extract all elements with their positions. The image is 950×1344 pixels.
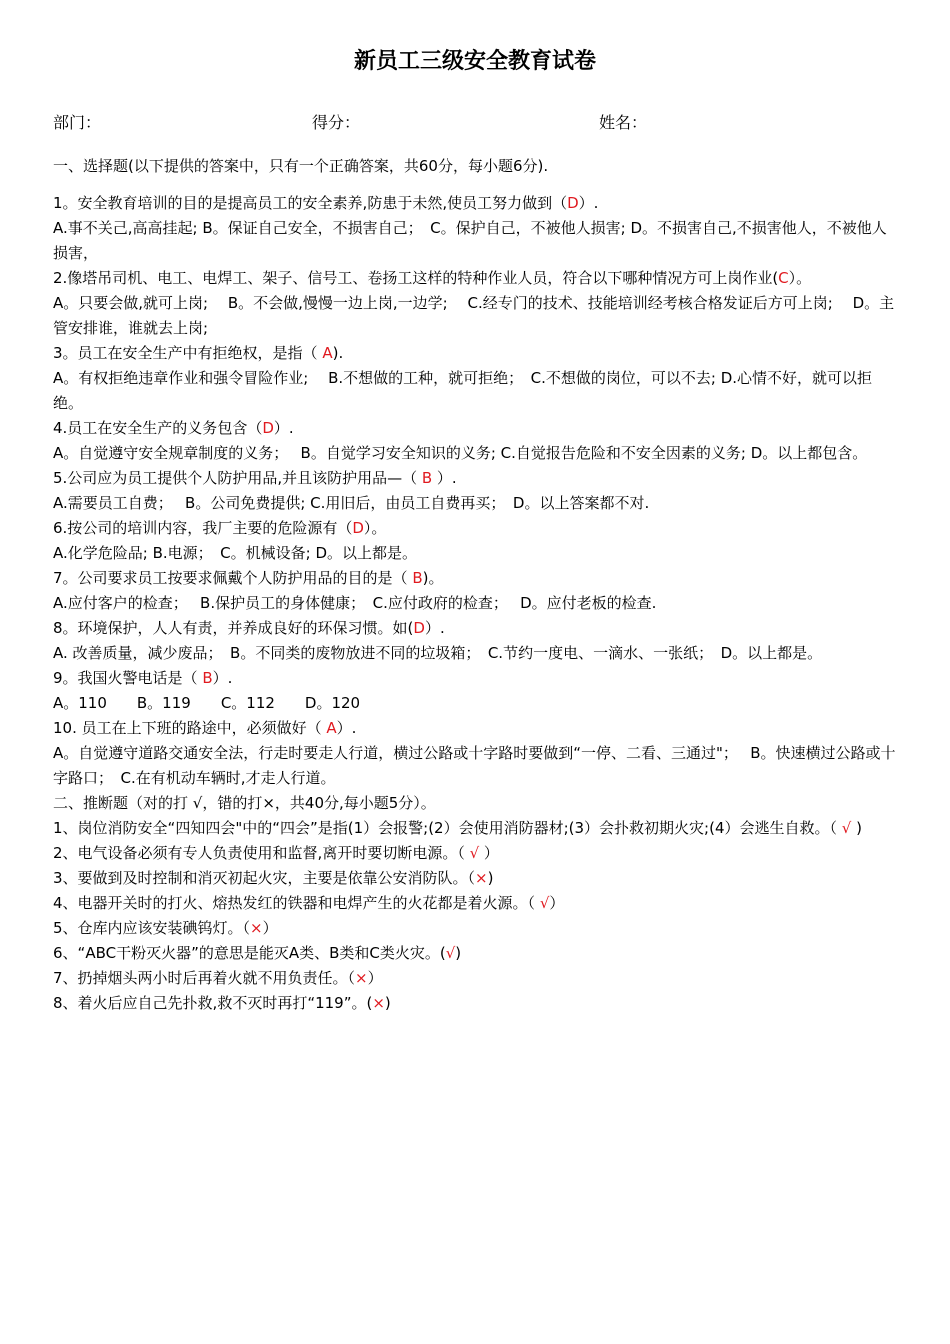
question-2 [53, 266, 897, 341]
question-stem: 10. 员工在上下班的路途中，必须做好（ A）. [53, 719, 357, 737]
question-options: A。自觉遵守道路交通安全法，行走时要走人行道，横过公路或十字路时要做到“一停、二看、三通过"； B。快速横过公路或十字路口； C.在有机动车辆时,才走人行道。 [53, 744, 896, 787]
answer-mark: A [322, 344, 333, 362]
judgement-item-4: 4、电器开关时的打火、熔热发红的铁器和电焊产生的火花都是着火源。（ √） [53, 894, 565, 912]
exam-title: 新员工三级安全教育试卷 [353, 49, 596, 74]
question-stem: 4.员工在安全生产的义务包含（D）. [53, 419, 294, 437]
judgement-item-6: 6、“ABC干粉灭火器”的意思是能灭A类、B类和C类火灾。(√) [53, 944, 462, 962]
question-options: A。自觉遵守安全规章制度的义务； B。自觉学习安全知识的义务; C.自觉报告危险和不安全因素的义务; D。以上都包含。 [53, 444, 868, 462]
question-options: A。只要会做,就可上岗; B。不会做,慢慢一边上岗,一边学; C.经专门的技术、技能培训经考核合格发证后方可上岗; D。主管安排谁，谁就去上岗; [53, 294, 895, 337]
question-6 [53, 516, 897, 566]
answer-mark: B [421, 469, 433, 487]
answer-mark: × [250, 919, 263, 937]
answer-mark: √ [539, 894, 550, 912]
answer-mark: √ [841, 819, 852, 837]
question-3 [53, 341, 897, 416]
section2-heading: 二、推断题（对的打 √，错的打×，共40分,每小题5分）。 [53, 794, 436, 812]
question-10 [53, 716, 897, 791]
answer-mark: B [202, 669, 213, 687]
dept-label: 部门： [53, 113, 102, 132]
section2-items [53, 816, 897, 1016]
question-stem: 2.像塔吊司机、电工、电焊工、架子、信号工、卷扬工这样的特种作业人员，符合以下哪种情况方可上岗作业(C）。 [53, 269, 812, 287]
question-stem: 9。我国火警电话是（ B）. [53, 669, 233, 687]
question-stem: 5.公司应为员工提供个人防护用品,并且该防护用品—（ B ）. [53, 469, 457, 487]
answer-mark: × [355, 969, 368, 987]
question-4 [53, 416, 897, 466]
section1-heading: 一、选择题(以下提供的答案中，只有一个正确答案，共60分，每小题6分). [53, 157, 549, 175]
answer-mark: D [352, 519, 364, 537]
answer-mark: × [475, 869, 488, 887]
judgement-item-8: 8、着火后应自己先扑救,救不灭时再打“119”。(×) [53, 994, 391, 1012]
answer-mark: C [778, 269, 789, 287]
answer-mark: A [326, 719, 337, 737]
question-9 [53, 666, 897, 716]
judgement-item-5: 5、仓库内应该安装碘钨灯。（×） [53, 919, 278, 937]
section1-questions [53, 191, 897, 791]
answer-mark: B [412, 569, 423, 587]
judgement-item-1: 1、岗位消防安全“四知四会"中的“四会”是指(1）会报警;(2）会使用消防器材;(3）会扑救初期火灾;(4）会逃生自救。（ √ ) [53, 819, 862, 837]
question-8 [53, 616, 897, 666]
question-stem: 3。员工在安全生产中有拒绝权，是指（ A). [53, 344, 344, 362]
question-5 [53, 466, 897, 516]
answer-mark: × [372, 994, 385, 1012]
question-stem: 8。环境保护，人人有责，并养成良好的环保习惯。如(D）. [53, 619, 445, 637]
judgement-item-2: 2、电气设备必须有专人负责使用和监督,离开时要切断电源。（ √ ） [53, 844, 499, 862]
question-options: A.应付客户的检查； B.保护员工的身体健康； C.应付政府的检查； D。应付老板的检查. [53, 594, 657, 612]
question-7 [53, 566, 897, 616]
judgement-item-3: 3、要做到及时控制和消灭初起火灾，主要是依靠公安消防队。（×) [53, 869, 494, 887]
question-stem: 1。安全教育培训的目的是提高员工的安全素养,防患于未然,使员工努力做到（D）. [53, 194, 599, 212]
answer-mark: D [262, 419, 274, 437]
name-label: 姓名： [599, 113, 648, 132]
question-options: A.事不关己,高高挂起; B。保证自己安全，不损害自己； C。保护自己，不被他人损害; D。不损害自己,不损害他人，不被他人损害， [53, 219, 887, 262]
question-options: A. 改善质量，减少废品； B。不同类的废物放进不同的垃圾箱； C.节约一度电、一滴水、一张纸； D。以上都是。 [53, 644, 823, 662]
score-label: 得分： [312, 113, 361, 132]
question-options: A。110 B。119 C。112 D。120 [53, 694, 361, 712]
answer-mark: D [567, 194, 579, 212]
question-options: A。有权拒绝违章作业和强令冒险作业; B.不想做的工种，就可拒绝； C.不想做的岗位，可以不去; D.心情不好，就可以拒绝。 [53, 369, 873, 412]
header-fields [53, 110, 897, 136]
answer-mark: √ [445, 944, 456, 962]
question-options: A.化学危险品; B.电源； C。机械设备; D。以上都是。 [53, 544, 417, 562]
answer-mark: √ [469, 844, 480, 862]
question-stem: 7。公司要求员工按要求佩戴个人防护用品的目的是（ B)。 [53, 569, 444, 587]
answer-mark: D [413, 619, 425, 637]
question-1 [53, 191, 897, 266]
question-options: A.需要员工自费； B。公司免费提供; C.用旧后，由员工自费再买； D。以上答案都不对. [53, 494, 650, 512]
judgement-item-7: 7、扔掉烟头两小时后再着火就不用负责任。（×） [53, 969, 383, 987]
question-stem: 6.按公司的培训内容，我厂主要的危险源有（D）。 [53, 519, 387, 537]
